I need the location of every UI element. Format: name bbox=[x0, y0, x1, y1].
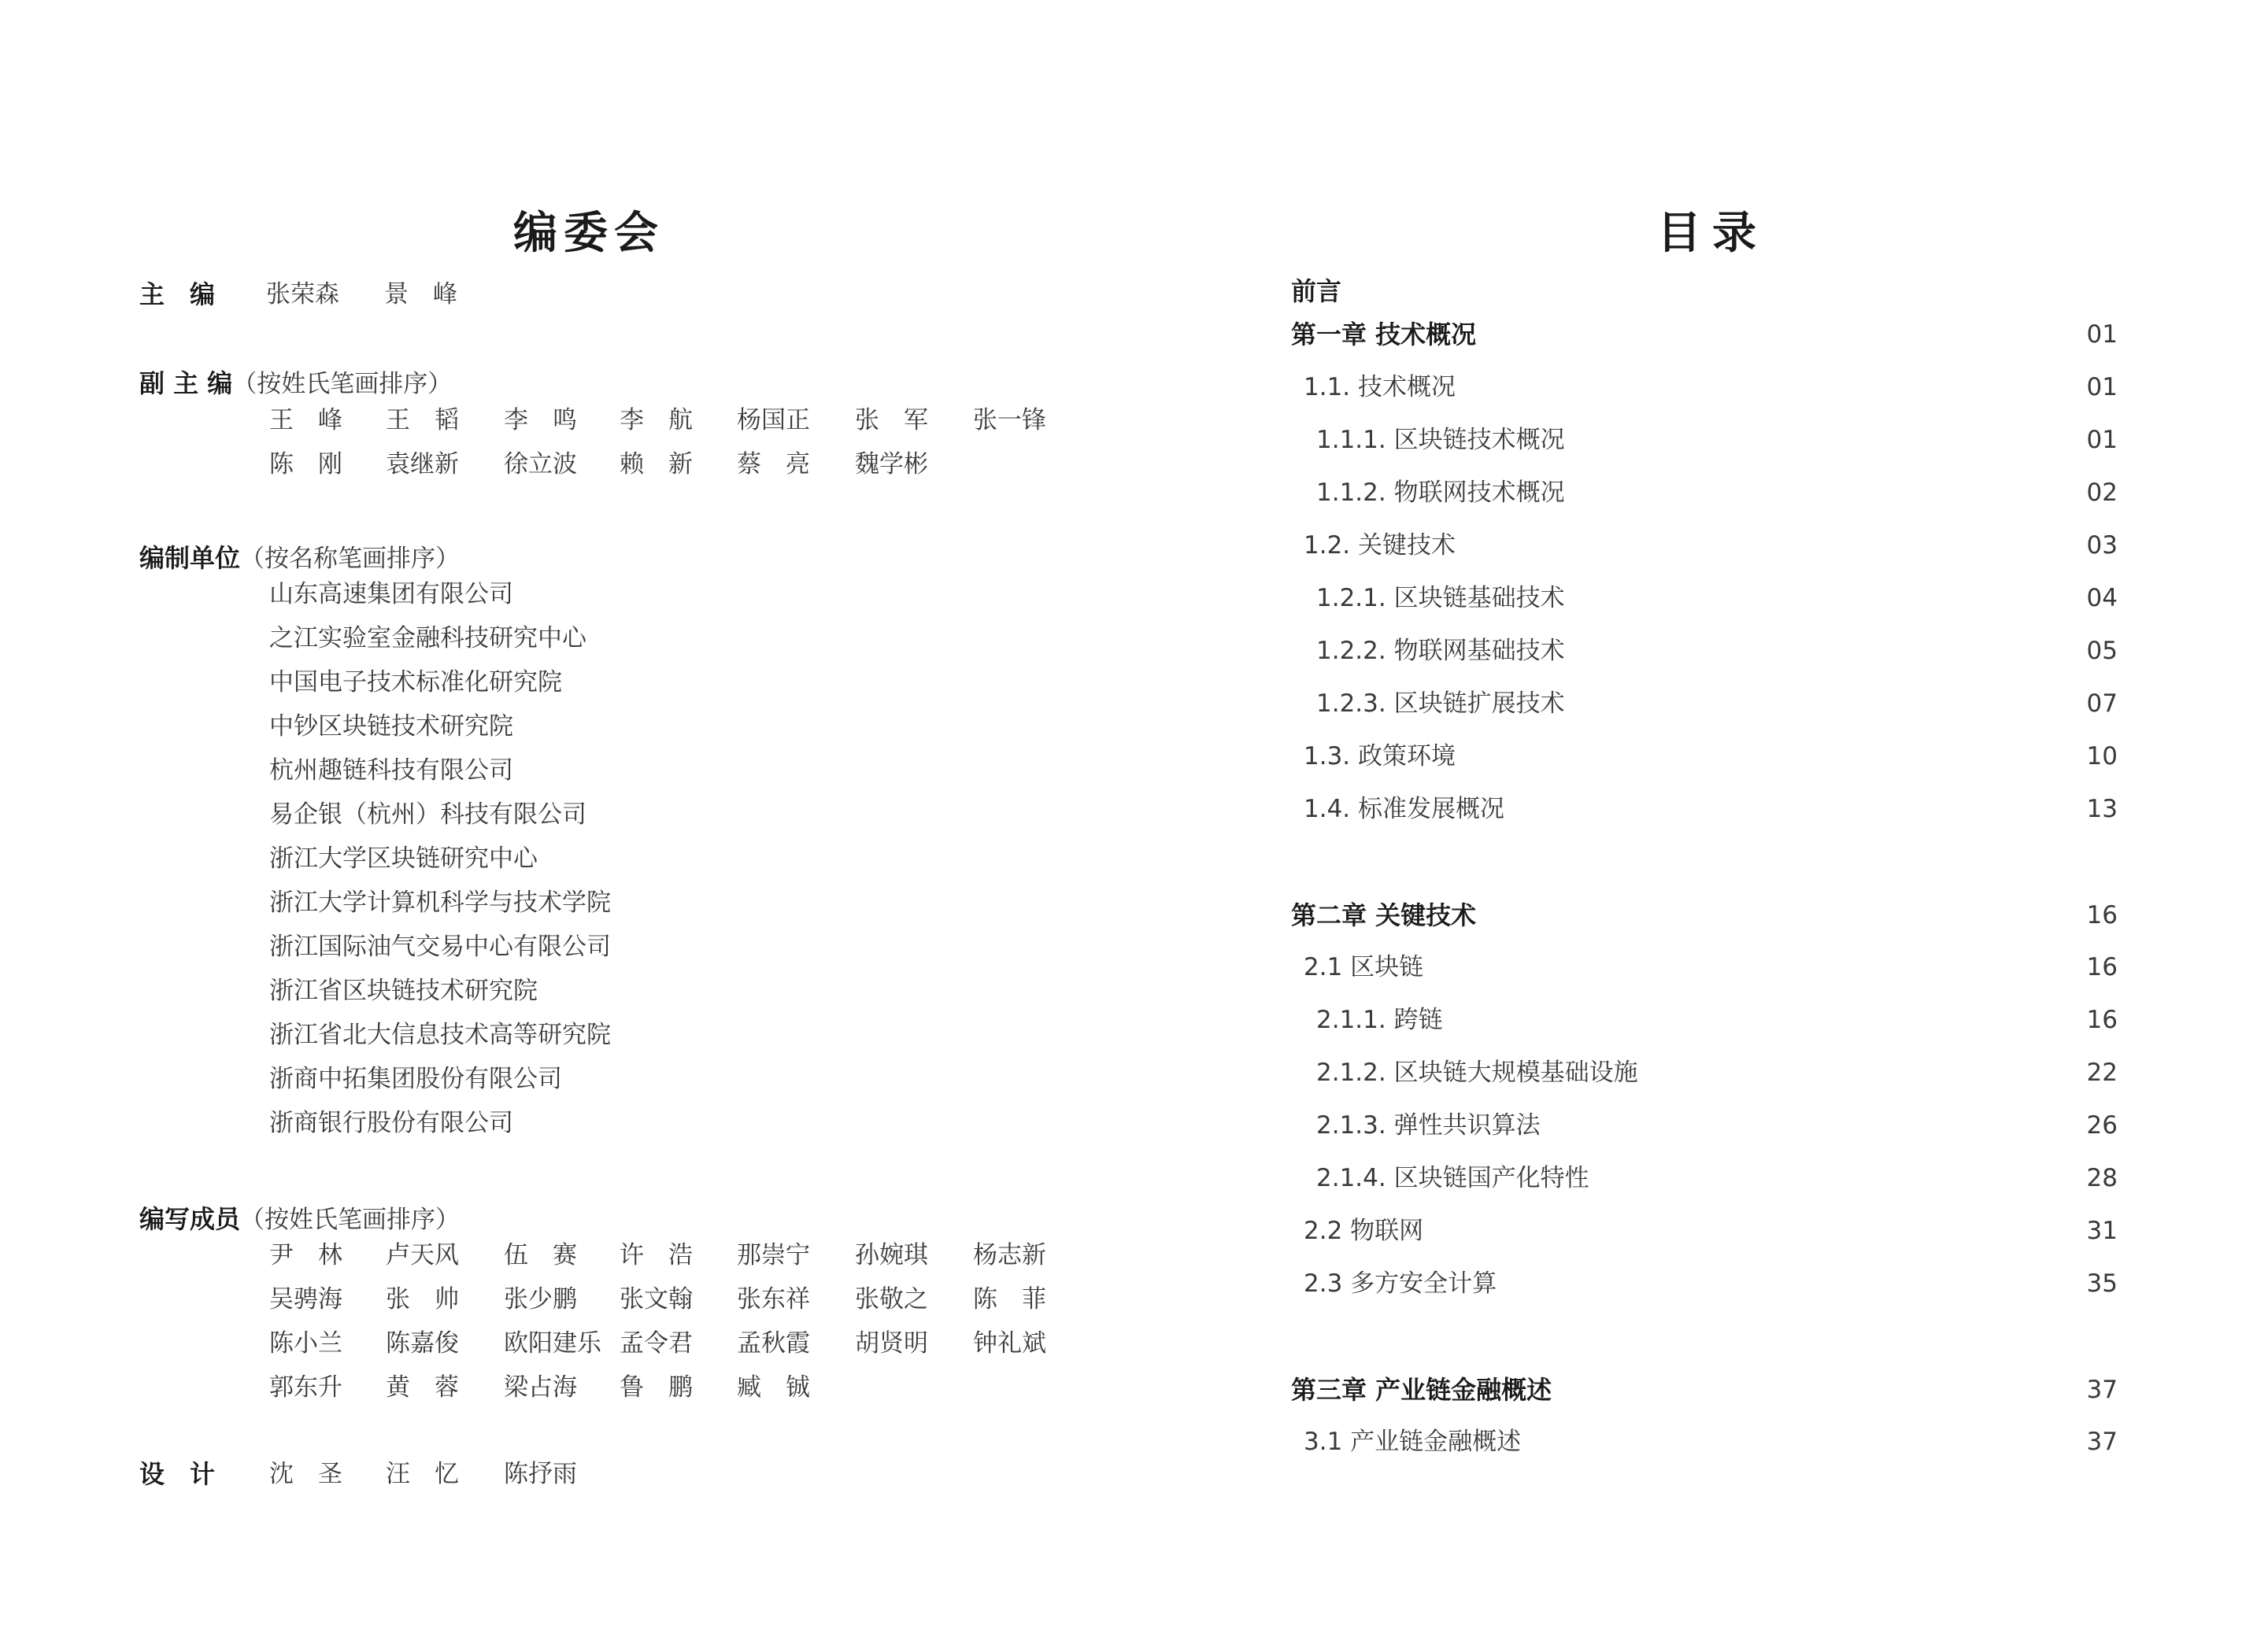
unit-item: 山东高速集团有限公司 bbox=[269, 580, 513, 608]
toc-entry[interactable] bbox=[1291, 1212, 2118, 1250]
toc-page-number: 16 bbox=[2086, 1006, 2118, 1034]
unit-item: 中国电子技术标准化研究院 bbox=[269, 668, 562, 697]
toc-entry[interactable] bbox=[1291, 948, 2118, 986]
deputy-editor-name: 陈 刚 bbox=[269, 450, 342, 479]
deputy-editor-name: 李 航 bbox=[620, 406, 693, 434]
toc-entry[interactable] bbox=[1291, 527, 2118, 564]
toc-page-number: 03 bbox=[2086, 531, 2118, 560]
toc-entry[interactable] bbox=[1291, 368, 2118, 406]
member-name: 尹 林 bbox=[269, 1241, 342, 1269]
member-name: 那崇宁 bbox=[737, 1241, 810, 1269]
toc-entry-title: 1.2.3. 区块链扩展技术 bbox=[1316, 689, 1565, 718]
deputy-editor-name: 李 鸣 bbox=[504, 406, 577, 434]
chief-editor-name: 景 峰 bbox=[384, 280, 457, 309]
toc-entry-title: 1.2. 关键技术 bbox=[1304, 531, 1456, 560]
toc-entry[interactable] bbox=[1291, 1001, 2118, 1039]
toc-entry-title: 1.1.2. 物联网技术概况 bbox=[1316, 479, 1565, 507]
toc-entry-title: 1.2.1. 区块链基础技术 bbox=[1316, 584, 1565, 612]
member-name: 孙婉琪 bbox=[855, 1241, 928, 1269]
toc-entry[interactable] bbox=[1291, 579, 2118, 617]
toc-entry[interactable] bbox=[1291, 421, 2118, 459]
member-name: 陈 菲 bbox=[973, 1285, 1046, 1314]
member-name: 张少鹏 bbox=[504, 1285, 577, 1314]
member-name: 陈嘉俊 bbox=[386, 1329, 459, 1358]
toc-entry-title: 第二章 关键技术 bbox=[1291, 900, 1477, 930]
member-name: 伍 赛 bbox=[504, 1241, 577, 1269]
member-name: 郭东升 bbox=[269, 1373, 342, 1402]
toc-entry-title: 第三章 产业链金融概述 bbox=[1291, 1375, 1552, 1405]
toc-chapter[interactable] bbox=[1291, 316, 2118, 353]
deputy-editor-name: 袁继新 bbox=[386, 450, 459, 479]
deputy-editor-name: 徐立波 bbox=[504, 450, 577, 479]
deputy-editor-name: 赖 新 bbox=[620, 450, 693, 479]
toc-page-number: 31 bbox=[2086, 1217, 2118, 1245]
designer-name: 陈抒雨 bbox=[504, 1460, 577, 1488]
toc-entry[interactable] bbox=[1291, 1107, 2118, 1144]
toc-entry[interactable] bbox=[1291, 632, 2118, 670]
member-name: 张 帅 bbox=[386, 1285, 459, 1314]
deputy-editor-name: 魏学彬 bbox=[855, 450, 928, 479]
toc-page-number: 35 bbox=[2086, 1269, 2118, 1298]
member-name: 孟令君 bbox=[620, 1329, 693, 1358]
member-name: 卢天风 bbox=[386, 1241, 459, 1269]
toc-entry-title: 1.3. 政策环境 bbox=[1304, 742, 1456, 770]
toc-title: 目录 bbox=[1657, 208, 1767, 259]
deputy-editor-name: 王 峰 bbox=[269, 406, 342, 434]
unit-item: 之江实验室金融科技研究中心 bbox=[269, 624, 586, 652]
deputy-editor-label: 副 主 编（按姓氏笔画排序） bbox=[139, 368, 453, 398]
toc-entry[interactable] bbox=[1291, 474, 2118, 512]
member-name: 梁占海 bbox=[504, 1373, 577, 1402]
member-name: 鲁 鹏 bbox=[620, 1373, 693, 1402]
member-name: 张东祥 bbox=[737, 1285, 810, 1314]
member-name: 张文翰 bbox=[620, 1285, 693, 1314]
unit-item: 浙江大学计算机科学与技术学院 bbox=[269, 889, 611, 917]
chief-editor-label: 主 编 bbox=[139, 279, 216, 309]
unit-item: 浙商银行股份有限公司 bbox=[269, 1109, 513, 1137]
unit-item: 易企银（杭州）科技有限公司 bbox=[269, 800, 586, 829]
toc-entry[interactable] bbox=[1291, 685, 2118, 722]
member-name: 胡贤明 bbox=[855, 1329, 928, 1358]
unit-item: 浙江省区块链技术研究院 bbox=[269, 977, 538, 1005]
chief-editor-name: 张荣森 bbox=[266, 280, 339, 309]
unit-item: 浙江省北大信息技术高等研究院 bbox=[269, 1021, 611, 1049]
toc-entry-title: 1.1. 技术概况 bbox=[1304, 373, 1456, 401]
toc-page-number: 01 bbox=[2086, 373, 2118, 401]
toc-page-number: 22 bbox=[2086, 1059, 2118, 1087]
toc-preface: 前言 bbox=[1291, 276, 1342, 306]
deputy-editor-name: 蔡 亮 bbox=[737, 450, 810, 479]
toc-page-number: 16 bbox=[2086, 901, 2118, 929]
toc-page-number: 37 bbox=[2086, 1376, 2118, 1404]
toc-page-number: 26 bbox=[2086, 1111, 2118, 1140]
toc-page-number: 13 bbox=[2086, 795, 2118, 823]
toc-page-number: 02 bbox=[2086, 479, 2118, 507]
designer-name: 沈 圣 bbox=[269, 1460, 342, 1488]
toc-entry[interactable] bbox=[1291, 737, 2118, 775]
member-name: 张敬之 bbox=[855, 1285, 928, 1314]
member-name: 杨志新 bbox=[973, 1241, 1046, 1269]
toc-entry-title: 2.3 多方安全计算 bbox=[1304, 1269, 1497, 1298]
deputy-editor-note: （按姓氏笔画排序） bbox=[232, 370, 453, 398]
toc-entry[interactable] bbox=[1291, 790, 2118, 828]
deputy-editor-name: 张 军 bbox=[855, 406, 928, 434]
deputy-editor-name: 王 韬 bbox=[386, 406, 459, 434]
toc-entry[interactable] bbox=[1291, 1054, 2118, 1092]
toc-page-number: 04 bbox=[2086, 584, 2118, 612]
unit-item: 中钞区块链技术研究院 bbox=[269, 712, 513, 741]
member-name: 钟礼斌 bbox=[973, 1329, 1046, 1358]
toc-page-number: 16 bbox=[2086, 953, 2118, 981]
toc-entry-title: 2.2 物联网 bbox=[1304, 1217, 1424, 1245]
toc-entry-title: 2.1.1. 跨链 bbox=[1316, 1006, 1443, 1034]
designer-name: 汪 忆 bbox=[386, 1460, 459, 1488]
member-name: 孟秋霞 bbox=[737, 1329, 810, 1358]
toc-entry-title: 2.1 区块链 bbox=[1304, 953, 1424, 981]
toc-page-number: 07 bbox=[2086, 689, 2118, 718]
toc-page-number: 01 bbox=[2086, 320, 2118, 349]
toc-entry[interactable] bbox=[1291, 1265, 2118, 1303]
toc-entry-title: 2.1.2. 区块链大规模基础设施 bbox=[1316, 1059, 1638, 1087]
design-label: 设 计 bbox=[139, 1459, 216, 1489]
unit-item: 浙江国际油气交易中心有限公司 bbox=[269, 933, 611, 961]
toc-entry-title: 2.1.4. 区块链国产化特性 bbox=[1316, 1164, 1589, 1192]
member-name: 欧阳建乐 bbox=[504, 1329, 601, 1358]
units-note: （按名称笔画排序） bbox=[240, 545, 461, 573]
toc-entry[interactable] bbox=[1291, 1159, 2118, 1197]
toc-entry-title: 3.1 产业链金融概述 bbox=[1304, 1428, 1522, 1456]
toc-entry-title: 1.4. 标准发展概况 bbox=[1304, 795, 1505, 823]
toc-entry-title: 1.2.2. 物联网基础技术 bbox=[1316, 637, 1565, 665]
members-note: （按姓氏笔画排序） bbox=[240, 1206, 461, 1234]
toc-entry-title: 第一章 技术概况 bbox=[1291, 320, 1477, 349]
toc-page-number: 10 bbox=[2086, 742, 2118, 770]
unit-item: 浙江大学区块链研究中心 bbox=[269, 844, 538, 873]
editorial-title: 编委会 bbox=[513, 208, 664, 259]
deputy-editor-name: 张一锋 bbox=[973, 406, 1046, 434]
member-name: 许 浩 bbox=[620, 1241, 693, 1269]
toc-page-number: 28 bbox=[2086, 1164, 2118, 1192]
toc-entry-title: 2.1.3. 弹性共识算法 bbox=[1316, 1111, 1541, 1140]
member-name: 吴骋海 bbox=[269, 1285, 342, 1314]
toc-page-number: 37 bbox=[2086, 1428, 2118, 1456]
member-name: 臧 铖 bbox=[737, 1373, 810, 1402]
units-label: 编制单位（按名称笔画排序） bbox=[139, 543, 461, 573]
members-label: 编写成员（按姓氏笔画排序） bbox=[139, 1204, 461, 1234]
member-name: 黄 蓉 bbox=[386, 1373, 459, 1402]
deputy-editor-name: 杨国正 bbox=[737, 406, 810, 434]
toc-entry-title: 1.1.1. 区块链技术概况 bbox=[1316, 426, 1565, 454]
toc-entry[interactable] bbox=[1291, 1423, 2118, 1461]
toc-page-number: 01 bbox=[2086, 426, 2118, 454]
toc-chapter[interactable] bbox=[1291, 1371, 2118, 1409]
member-name: 陈小兰 bbox=[269, 1329, 342, 1358]
toc-chapter[interactable] bbox=[1291, 896, 2118, 934]
unit-item: 杭州趣链科技有限公司 bbox=[269, 756, 513, 785]
toc-page-number: 05 bbox=[2086, 637, 2118, 665]
unit-item: 浙商中拓集团股份有限公司 bbox=[269, 1065, 562, 1093]
